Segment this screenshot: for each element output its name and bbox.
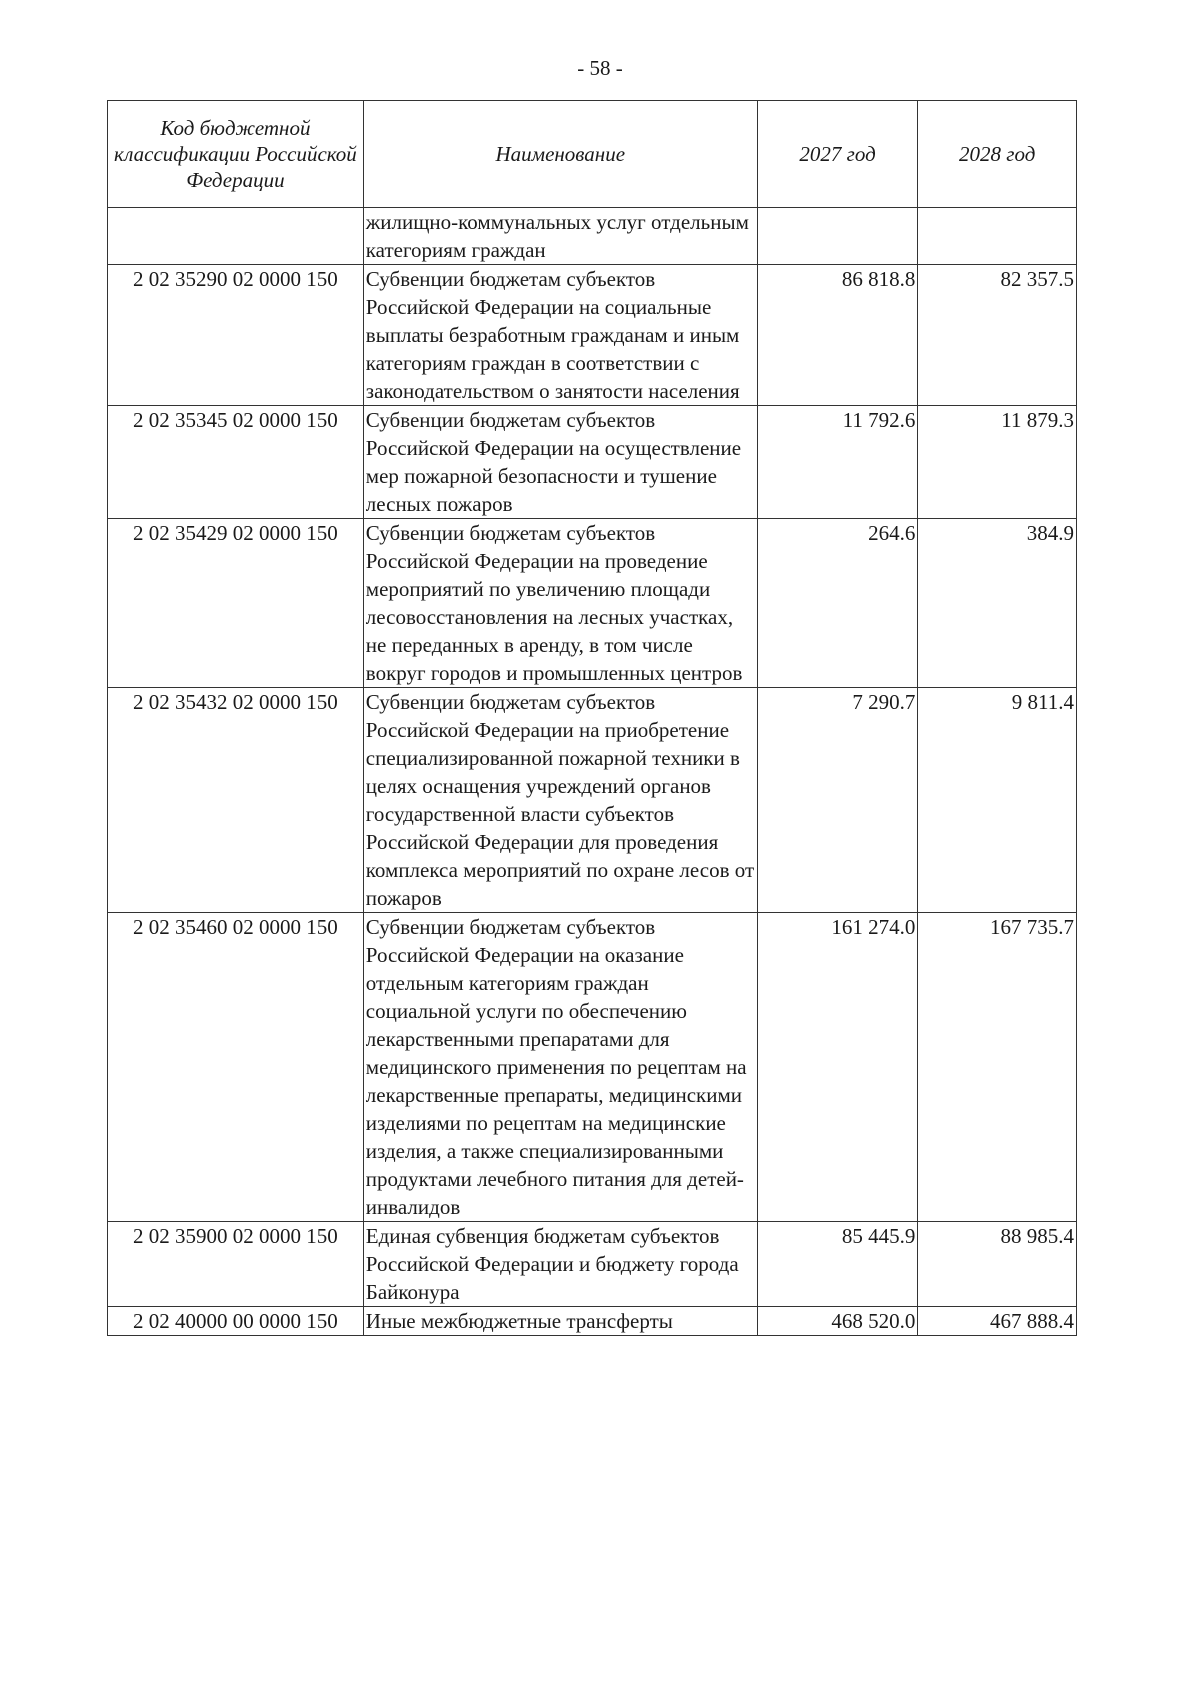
table-row	[108, 688, 1077, 913]
row-2028: 88 985.4	[918, 1222, 1077, 1307]
row-name: Субвенции бюджетам субъектов Российской Федерации на приобретение специализированной пожарной техники в целях оснащения учреждений органов государственной власти субъектов Российской Федерации для проведения комплекса мероприятий по охране лесов от пожаров	[363, 688, 757, 913]
row-2028: 467 888.4	[918, 1307, 1077, 1336]
row-2028	[918, 208, 1077, 265]
row-2028: 384.9	[918, 519, 1077, 688]
row-2027: 11 792.6	[757, 406, 918, 519]
row-name: Субвенции бюджетам субъектов Российской Федерации на осуществление мер пожарной безопасности и тушение лесных пожаров	[363, 406, 757, 519]
row-2028: 9 811.4	[918, 688, 1077, 913]
row-code: 2 02 40000 00 0000 150	[108, 1307, 364, 1336]
row-name: Субвенции бюджетам субъектов Российской Федерации на социальные выплаты безработным гражданам и иным категориям граждан в соответствии с законодательством о занятости населения	[363, 265, 757, 406]
row-2027: 264.6	[757, 519, 918, 688]
table-row	[108, 519, 1077, 688]
row-code: 2 02 35345 02 0000 150	[108, 406, 364, 519]
budget-table	[107, 100, 1077, 1336]
row-2027: 85 445.9	[757, 1222, 918, 1307]
row-code: 2 02 35900 02 0000 150	[108, 1222, 364, 1307]
row-code: 2 02 35429 02 0000 150	[108, 519, 364, 688]
header-name: Наименование	[363, 101, 757, 208]
row-code: 2 02 35290 02 0000 150	[108, 265, 364, 406]
row-2027: 86 818.8	[757, 265, 918, 406]
table-row	[108, 1222, 1077, 1307]
table-row	[108, 1307, 1077, 1336]
row-name: Субвенции бюджетам субъектов Российской Федерации на оказание отдельным категориям граждан социальной услуги по обеспечению лекарственными препаратами для медицинского применения по рецептам на лекарственные препараты, медицинскими изделиями по рецептам на медицинские изделия, а также специализированными продуктами лечебного питания для детей-инвалидов	[363, 913, 757, 1222]
row-code: 2 02 35432 02 0000 150	[108, 688, 364, 913]
row-2027	[757, 208, 918, 265]
row-code	[108, 208, 364, 265]
header-2027: 2027 год	[757, 101, 918, 208]
row-2027: 468 520.0	[757, 1307, 918, 1336]
table-row	[108, 265, 1077, 406]
row-code: 2 02 35460 02 0000 150	[108, 913, 364, 1222]
header-code: Код бюджетной классификации Российской Федерации	[108, 101, 364, 208]
row-name: Единая субвенция бюджетам субъектов Российской Федерации и бюджету города Байконура	[363, 1222, 757, 1307]
row-name: жилищно-коммунальных услуг отдельным категориям граждан	[363, 208, 757, 265]
row-2027: 7 290.7	[757, 688, 918, 913]
page-number: - 58 -	[577, 56, 623, 80]
row-2027: 161 274.0	[757, 913, 918, 1222]
row-name: Иные межбюджетные трансферты	[363, 1307, 757, 1336]
row-2028: 167 735.7	[918, 913, 1077, 1222]
table-row	[108, 406, 1077, 519]
table-row	[108, 208, 1077, 265]
row-name: Субвенции бюджетам субъектов Российской Федерации на проведение мероприятий по увеличению площади лесовосстановления на лесных участках, не переданных в аренду, в том числе вокруг городов и промышленных центров	[363, 519, 757, 688]
row-2028: 11 879.3	[918, 406, 1077, 519]
header-2028: 2028 год	[918, 101, 1077, 208]
table-row	[108, 913, 1077, 1222]
header-row	[108, 101, 1077, 208]
row-2028: 82 357.5	[918, 265, 1077, 406]
